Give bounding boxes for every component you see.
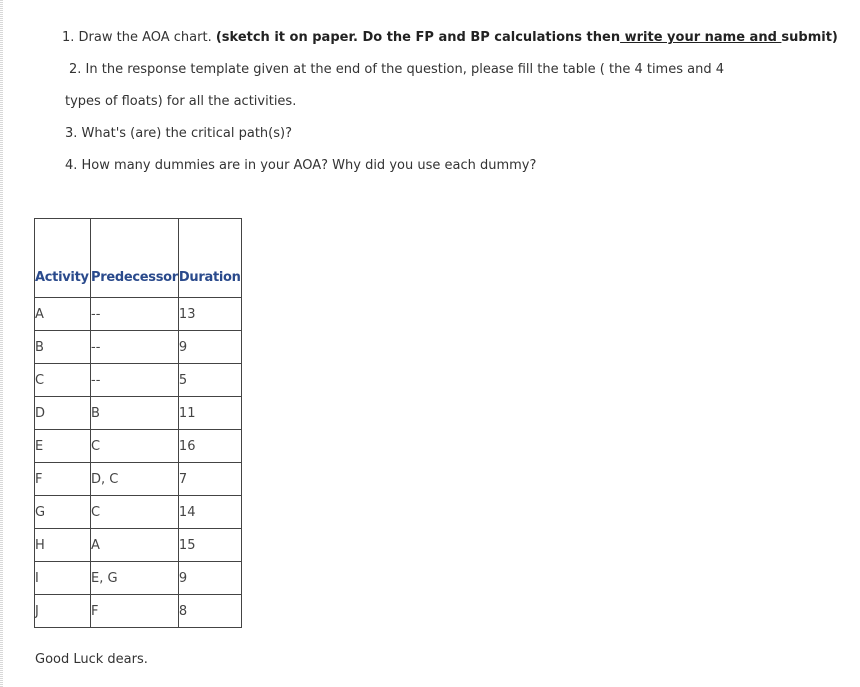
header-predecessor: Predecessor <box>91 219 179 298</box>
cell-activity: H <box>35 529 91 562</box>
cell-duration: 16 <box>178 430 241 463</box>
cell-predecessor: A <box>91 529 179 562</box>
cell-activity: E <box>35 430 91 463</box>
cell-activity: D <box>35 397 91 430</box>
q1-underlined-instruction: write your name and <box>620 30 782 45</box>
table-row <box>35 463 242 496</box>
cell-activity: C <box>35 364 91 397</box>
cell-predecessor: B <box>91 397 179 430</box>
cell-activity: F <box>35 463 91 496</box>
cell-duration: 8 <box>178 595 241 628</box>
table-row <box>35 562 242 595</box>
question-2-line-1: 2. In the response template given at the end of the question, please fill the table ( the 4 times and 4 <box>69 62 724 77</box>
cell-predecessor: -- <box>91 298 179 331</box>
table-row <box>35 595 242 628</box>
table-row <box>35 331 242 364</box>
cell-duration: 9 <box>178 331 241 364</box>
cell-duration: 14 <box>178 496 241 529</box>
question-3: 3. What's (are) the critical path(s)? <box>65 126 292 141</box>
question-4: 4. How many dummies are in your AOA? Why did you use each dummy? <box>65 158 537 173</box>
q1-submit: submit) <box>781 30 838 45</box>
cell-predecessor: -- <box>91 364 179 397</box>
cell-duration: 5 <box>178 364 241 397</box>
cell-activity: A <box>35 298 91 331</box>
cell-activity: J <box>35 595 91 628</box>
cell-duration: 11 <box>178 397 241 430</box>
table-row <box>35 430 242 463</box>
cell-predecessor: C <box>91 430 179 463</box>
cell-duration: 13 <box>178 298 241 331</box>
cell-activity: I <box>35 562 91 595</box>
table-row <box>35 496 242 529</box>
table-row <box>35 298 242 331</box>
left-border-decoration <box>0 0 3 687</box>
header-activity: Activity <box>35 219 91 298</box>
cell-activity: G <box>35 496 91 529</box>
table-row <box>35 397 242 430</box>
cell-duration: 15 <box>178 529 241 562</box>
table-header-row <box>35 219 242 298</box>
cell-duration: 7 <box>178 463 241 496</box>
cell-activity: B <box>35 331 91 364</box>
question-2-line-2: types of floats) for all the activities. <box>65 94 297 109</box>
cell-predecessor: D, C <box>91 463 179 496</box>
q1-prefix: 1. Draw the AOA chart. <box>62 30 216 45</box>
table-row <box>35 529 242 562</box>
closing-text: Good Luck dears. <box>35 652 148 667</box>
header-duration: Duration <box>178 219 241 298</box>
cell-predecessor: -- <box>91 331 179 364</box>
cell-predecessor: E, G <box>91 562 179 595</box>
cell-duration: 9 <box>178 562 241 595</box>
table-row <box>35 364 242 397</box>
cell-predecessor: C <box>91 496 179 529</box>
q1-bold-instruction: (sketch it on paper. Do the FP and BP calculations then <box>215 30 621 45</box>
question-1 <box>62 30 838 45</box>
cell-predecessor: F <box>91 595 179 628</box>
activity-table <box>34 218 242 628</box>
